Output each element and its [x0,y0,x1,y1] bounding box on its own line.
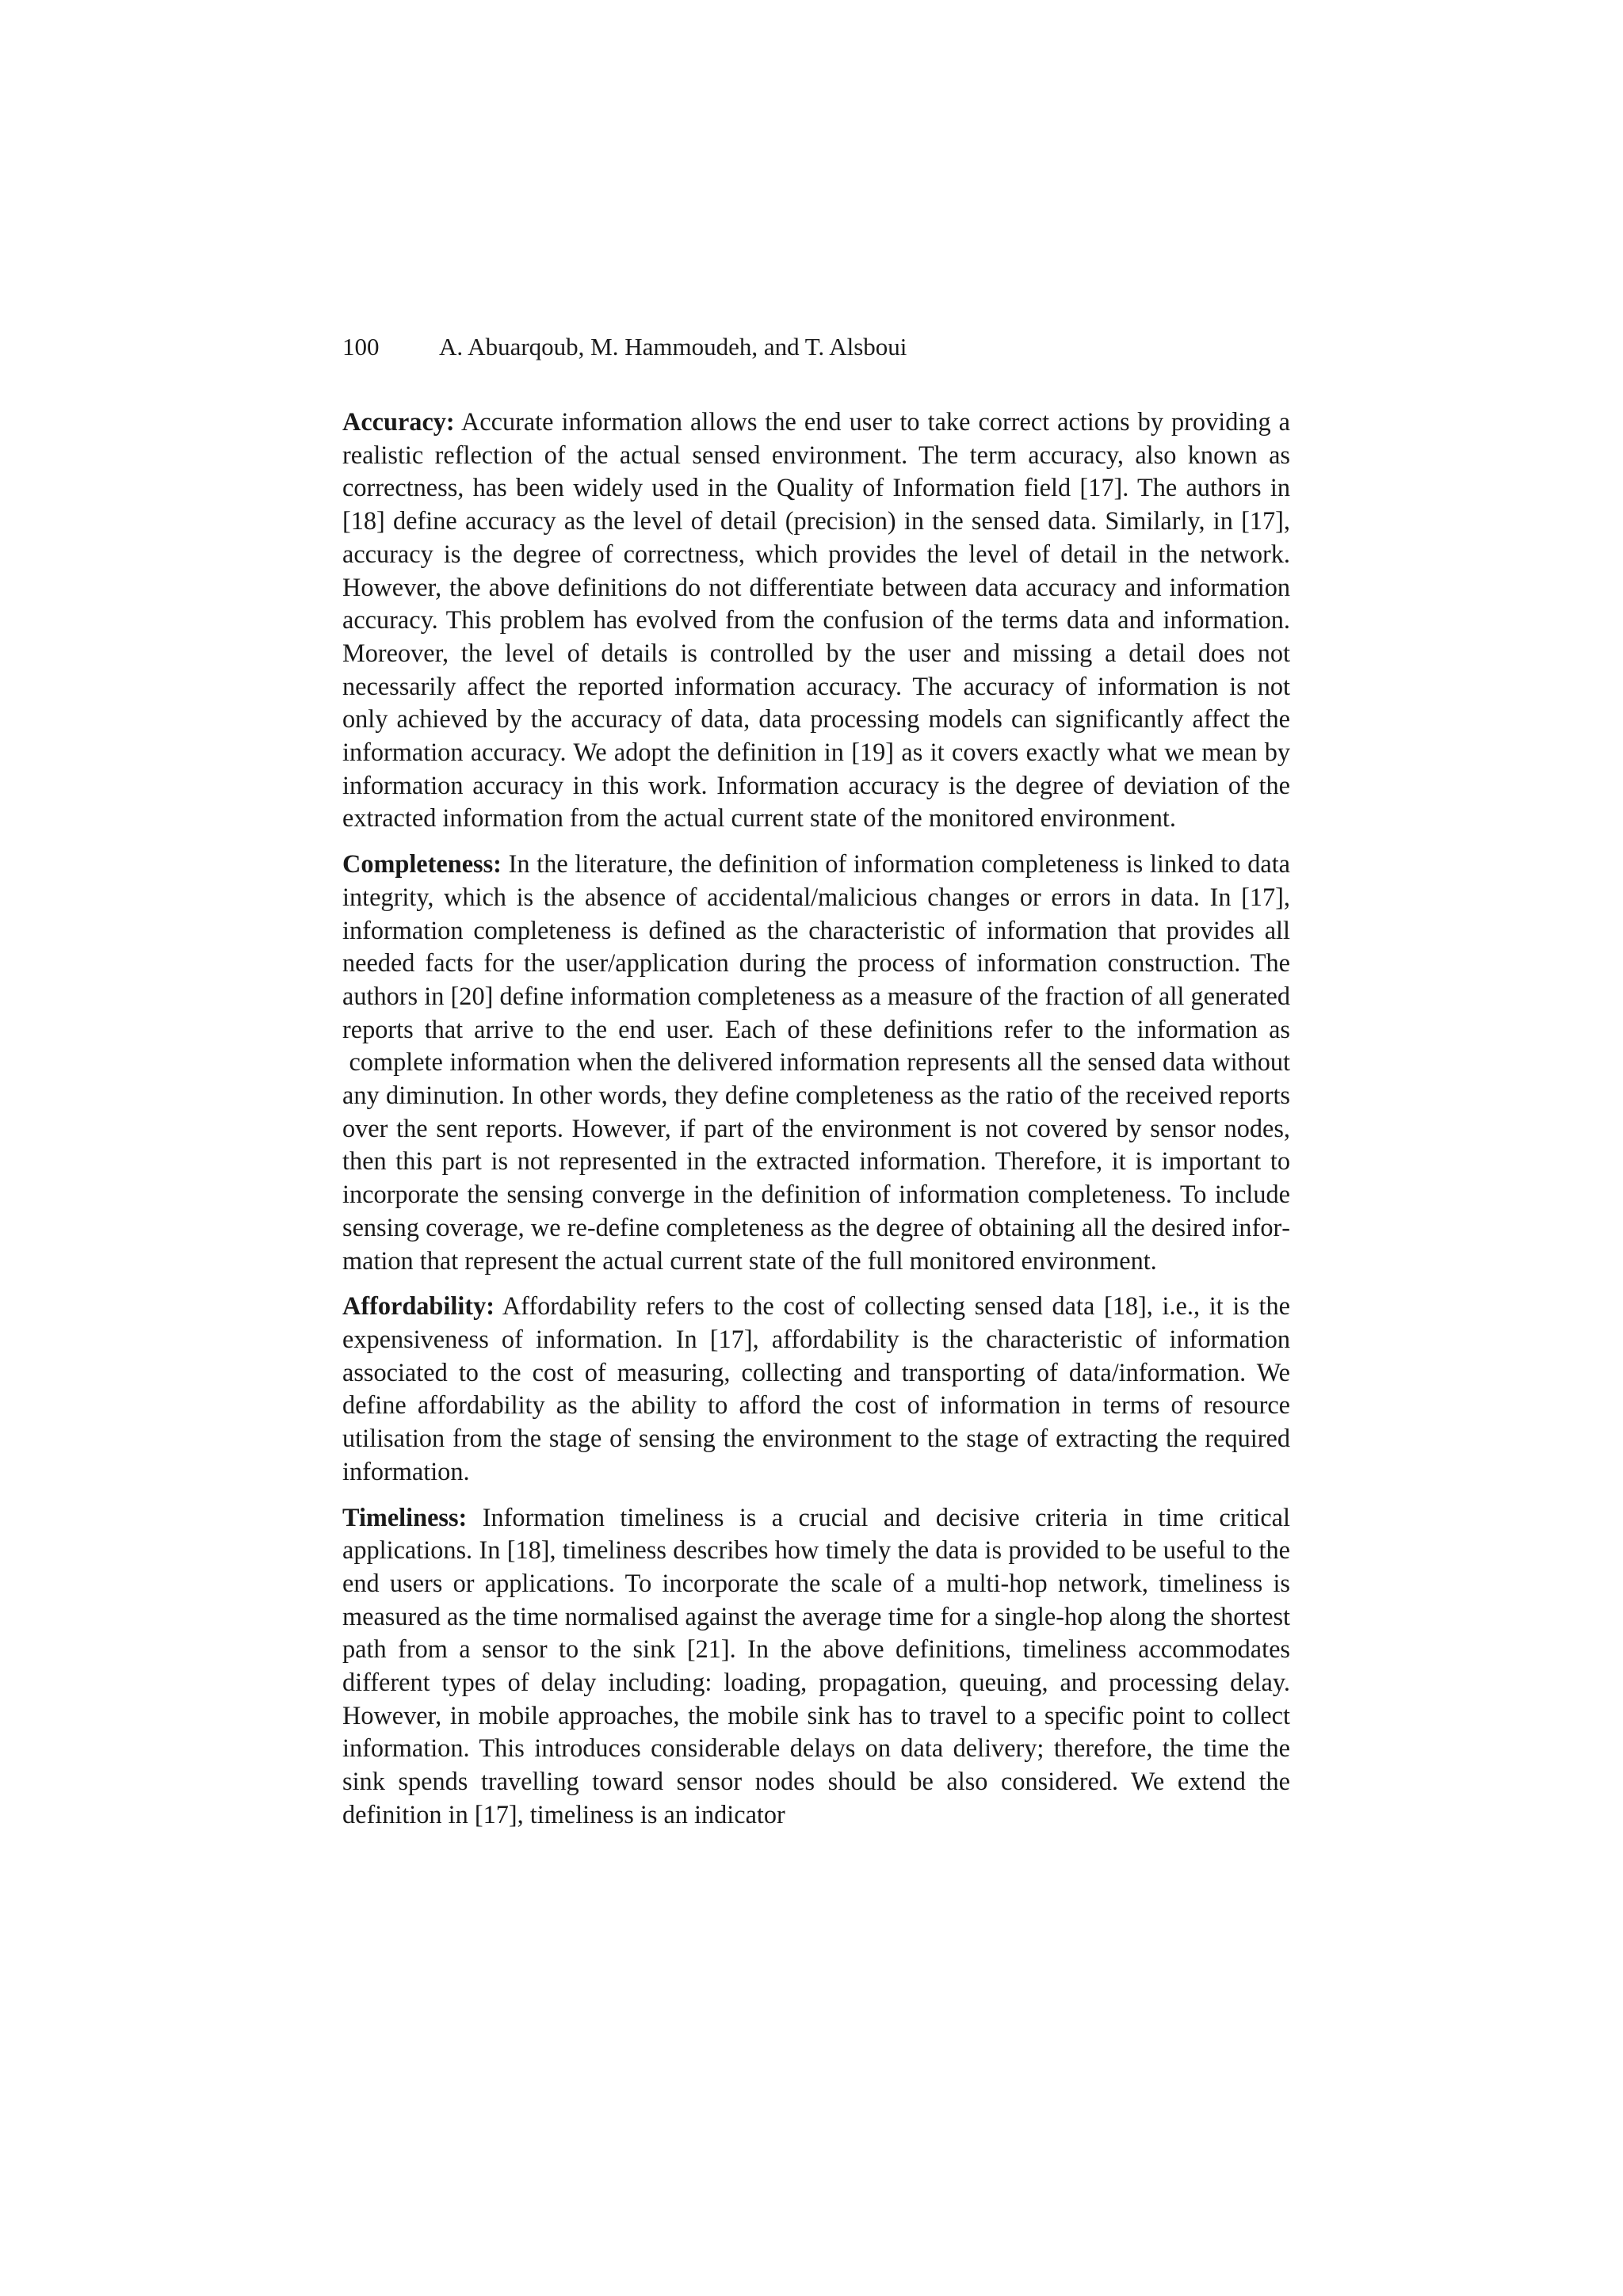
run-in-heading-completeness: Completeness: [342,849,502,879]
paragraph-text-completeness: In the literature, the definition of information completeness is linked to data integrity, which is the absence of accidental/malicious changes or errors in data. In [17], information completeness is defined as the characteristic of information that provides all needed facts for the user/application during the process of information construction. The authors in [20] define information completeness as a measure of the fraction of all generated reports that arrive to the end user. Each of these definitions refer to the information as complete information when the delivered information represents all the sensed data without any diminution. In other words, they define completeness as the ratio of the received reports over the sent reports. However, if part of the environment is not covered by sensor nodes, then this part is not represented in the extracted information. Therefore, it is important to incorporate the sensing converge in the definition of information completeness. To include sensing coverage, we re-define completeness as the degree of obtaining all the desired information that represent the actual current state of the full monitored environment. [342,849,1290,1275]
paragraph-timeliness [342,1501,1290,1832]
running-head-authors: A. Abuarqoub, M. Hammoudeh, and T. Alsboui [439,333,907,360]
body-text [342,406,1290,1844]
run-in-heading-accuracy: Accuracy: [342,407,455,436]
paragraph-completeness [342,848,1290,1277]
run-in-heading-affordability: Affordability: [342,1291,495,1321]
paragraph-text-timeliness: Information timeliness is a crucial and decisive criteria in time critical applications. In [18], timeliness describes how timely the data is provided to be useful to the end users or applications. To incorporate the scale of a multi-hop network, timeliness is measured as the time normalised against the average time for a single-hop along the shortest path from a sensor to the sink [21]. In the above definitions, timeliness accommodates different types of delay including: loading, propagation, queuing, and processing delay. However, in mobile approaches, the mobile sink has to travel to a specific point to collect information. This introduces considerable delays on data delivery; therefore, the time the sink spends travelling toward sensor nodes should be also considered. We extend the definition in [17], timeliness is an indicator [342,1502,1290,1829]
paragraph-accuracy [342,406,1290,835]
paragraph-text-accuracy: Accurate information allows the end user to take correct actions by providing a realistic reflection of the actual sensed environment. The term accuracy, also known as correctness, has been widely used in the Quality of Information field [17]. The authors in [18] define accuracy as the level of detail (precision) in the sensed data. Similarly, in [17], accuracy is the degree of correctness, which provides the level of detail in the network. However, the above definitions do not differentiate between data accuracy and information accuracy. This problem has evolved from the confusion of the terms data and information. Moreover, the level of details is controlled by the user and missing a detail does not necessarily affect the reported information accuracy. The accuracy of information is not only achieved by the accuracy of data, data processing models can significantly affect the information accuracy. We adopt the definition in [19] as it covers exactly what we mean by information accuracy in this work. Information accuracy is the degree of deviation of the extracted information from the actual current state of the monitored environment. [342,407,1290,833]
page-number: 100 [342,333,380,360]
paragraph-text-affordability: Affordability refers to the cost of collecting sensed data [18], i.e., it is the expensiveness of information. In [17], affordability is the characteristic of information associated to the cost of measuring, collecting and transporting of data/information. We define affordability as the ability to afford the cost of information in terms of resource utilisation from the stage of sensing the environment to the stage of extracting the required information. [342,1291,1290,1486]
run-in-heading-timeliness: Timeliness: [342,1502,468,1531]
running-head [342,331,1293,363]
paragraph-affordability [342,1290,1290,1488]
